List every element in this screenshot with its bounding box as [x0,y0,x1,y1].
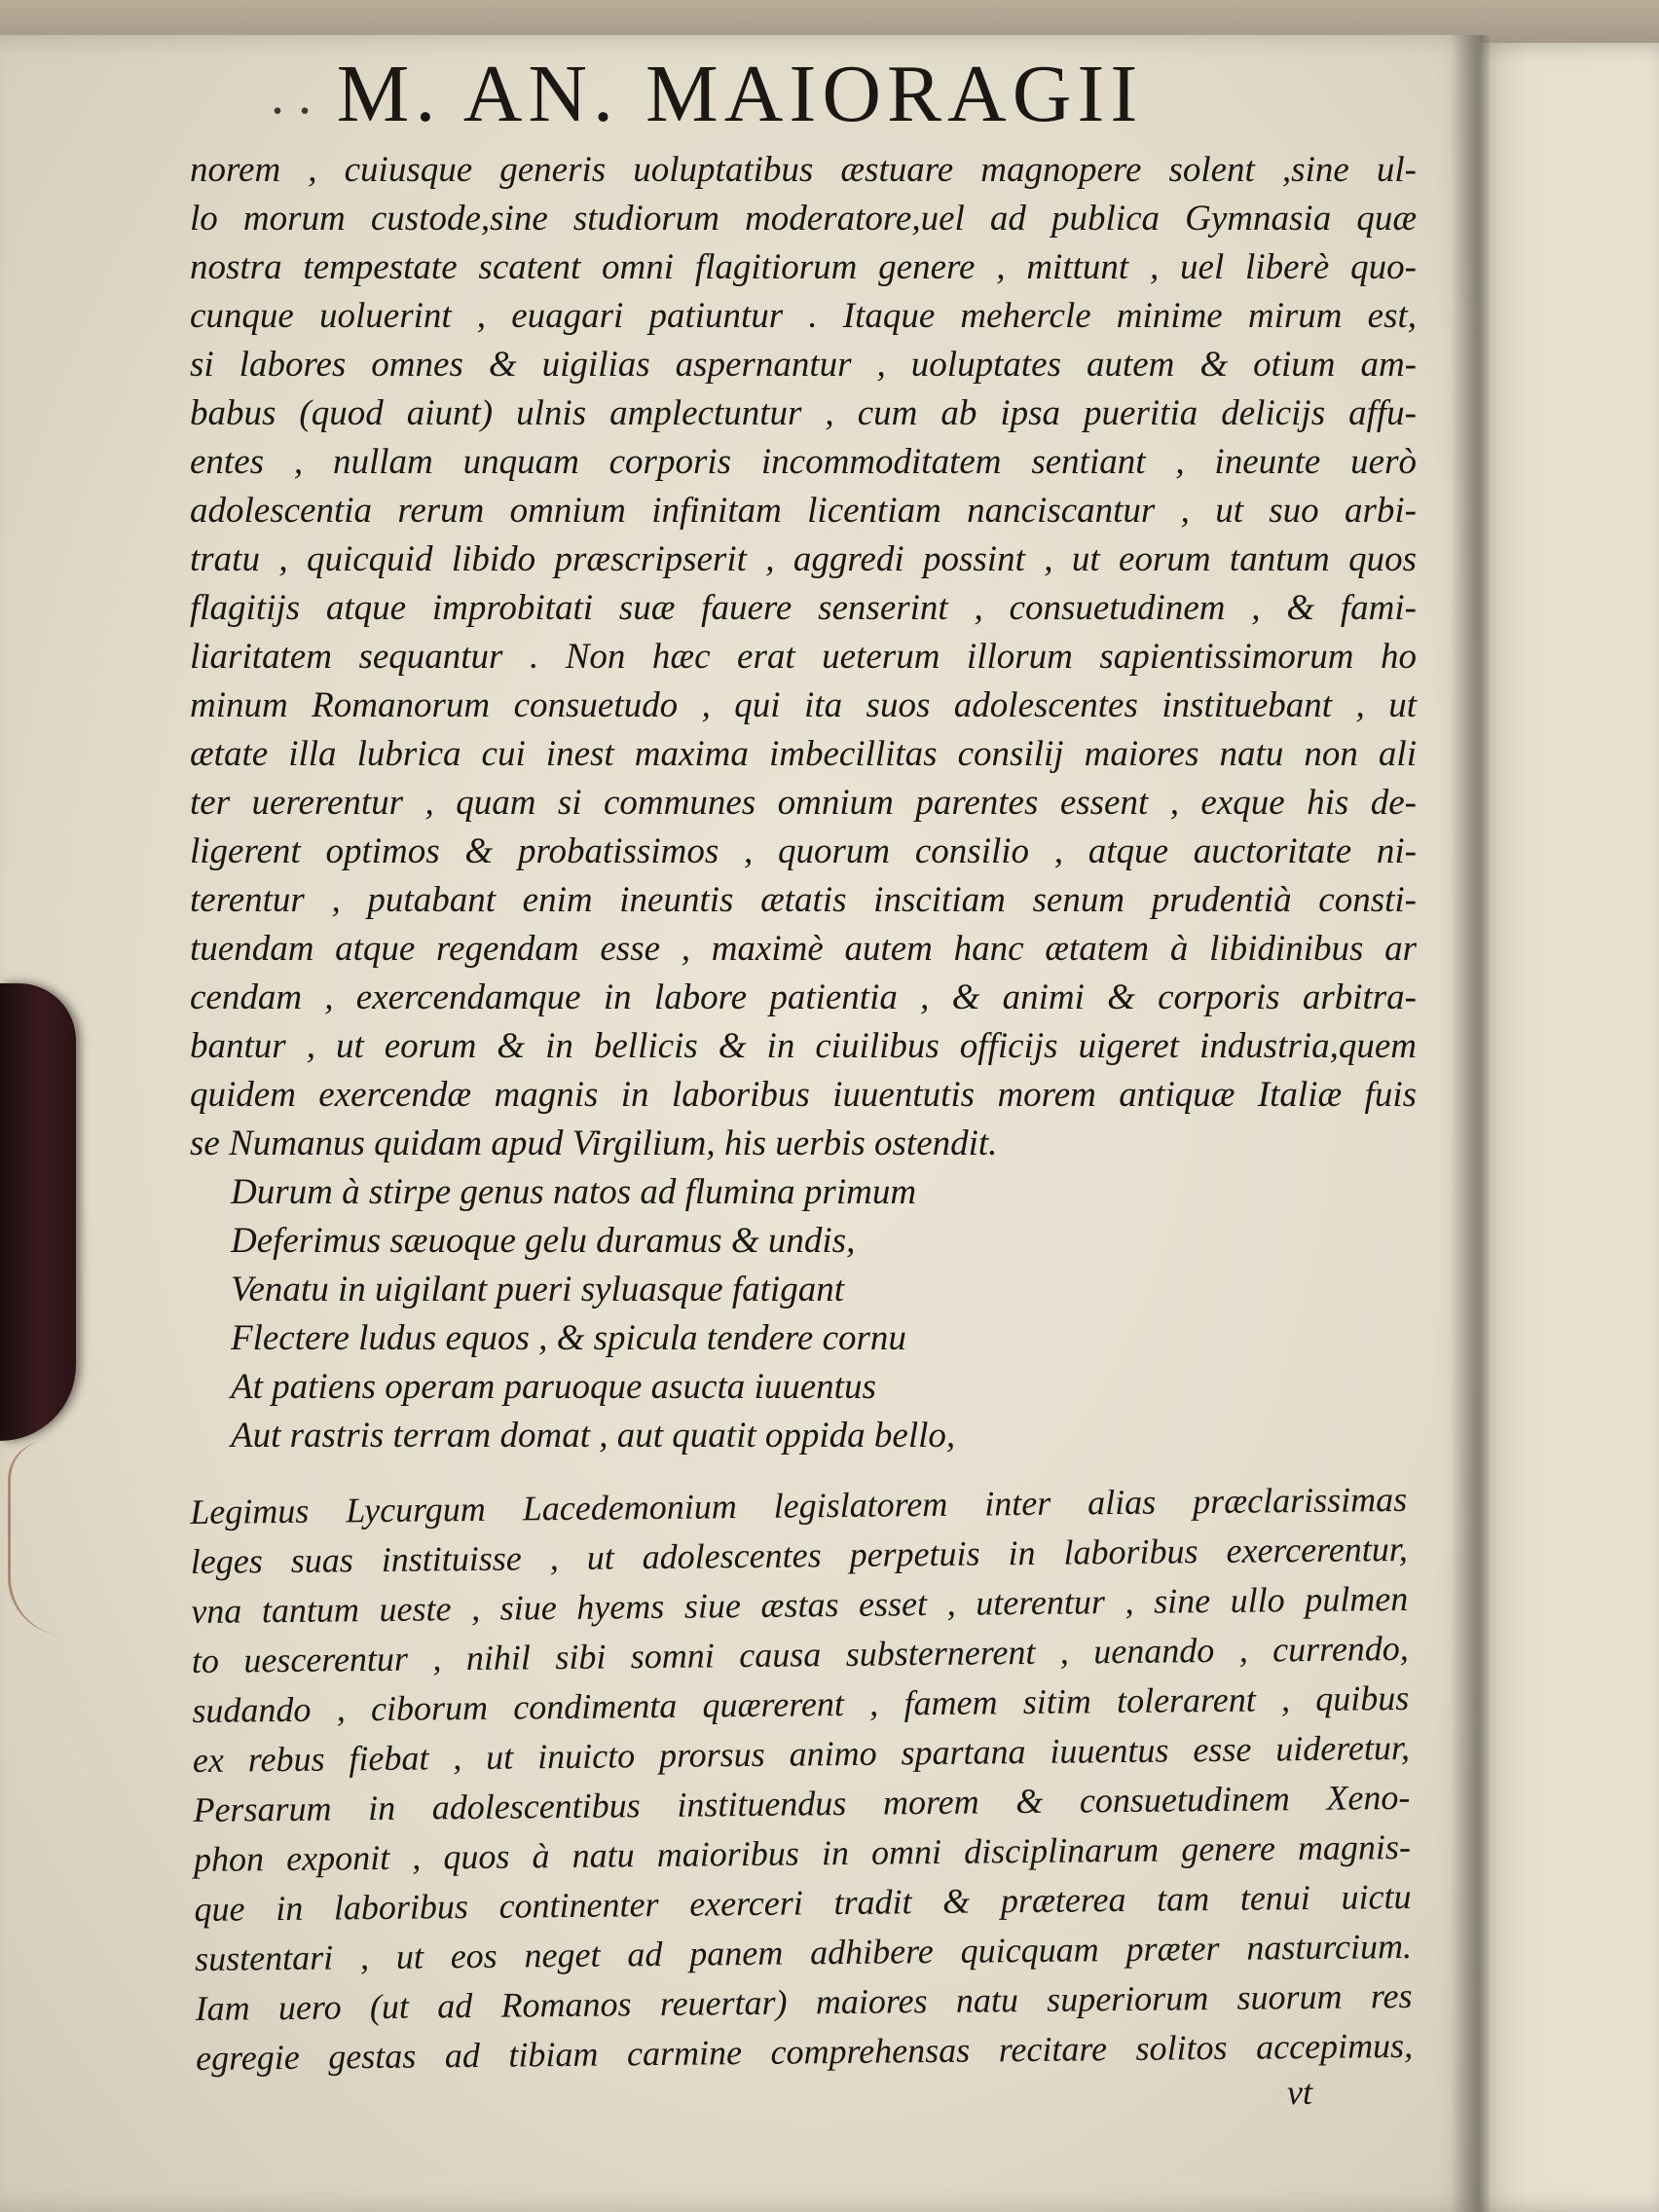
text-line: phon exponit , quos à natu maioribus in omni disciplinarum genere magnis- [193,1826,1412,1879]
text-line: terentur , putabant enim ineuntis ætatis inscitiam senum prudentià consti- [190,880,1417,920]
page-stain [8,1441,79,1636]
text-line: norem , cuiusque generis uoluptatibus æstuare magnopere solent ,sine ul- [190,150,1417,190]
verse-line: Deferimus sæuoque gelu duramus & undis, [231,1221,856,1261]
text-line: cunque uoluerint , euagari patiuntur . Itaque mehercle minime mirum est, [190,296,1417,336]
catchword: vt [1287,2073,1312,2112]
text-line: Persarum in adolescentibus instituendus morem & consuetudinem Xeno- [193,1777,1411,1829]
facing-page [1472,43,1659,2212]
text-line: se Numanus quidam apud Virgilium, his uerbis ostendit. [190,1124,998,1163]
text-line: Legimus Lycurgum Lacedemonium legislatorem inter alias præclarissimas [190,1479,1408,1531]
text-line: egregie gestas ad tibiam carmine comprehensas recitare solitos accepimus, [195,2025,1414,2078]
text-line: babus (quod aiunt) ulnis amplectuntur , cum ab ipsa pueritia delicijs affu- [190,393,1417,433]
text-line: leges suas instituisse , ut adolescentes perpetuis in laboribus exercerentur, [190,1529,1408,1581]
text-line: flagitijs atque improbitati suæ fauere senserint , consuetudinem , & fami- [190,588,1417,628]
text-line: adolescentia rerum omnium infinitam licentiam nanciscantur , ut suo arbi- [190,491,1417,531]
text-line: lo morum custode,sine studiorum moderatore,uel ad publica Gymnasia quæ [190,199,1417,239]
text-block-upper [190,146,1417,1460]
verse-line: Flectere ludus equos , & spicula tendere cornu [231,1318,906,1358]
text-line: sudando , ciborum condimenta quærerent , famem sitim tolerarent , quibus [192,1677,1410,1730]
text-line: minum Romanorum consuetudo , qui ita suos adolescentes instituebant , ut [190,685,1417,725]
verse-line: Venatu in uigilant pueri syluasque fatigant [231,1270,844,1309]
text-line: vna tantum ueste , siue hyems siue æstas esset , uterentur , sine ullo pulmen [191,1578,1409,1631]
text-line: nostra tempestate scatent omni flagitiorum genere , mittunt , uel liberè quo- [190,247,1417,287]
text-line: ætate illa lubrica cui inest maxima imbecillitas consilij maiores natu non ali [190,734,1417,774]
text-line: bantur , ut eorum & in bellicis & in ciuilibus officijs uigeret industria,quem [190,1026,1417,1066]
text-line: Iam uero (ut ad Romanos reuertar) maiores natu superiorum suorum res [195,1975,1413,2028]
text-line: cendam , exercendamque in labore patientia , & animi & corporis arbitra- [190,977,1417,1017]
verse-line: Aut rastris terram domat , aut quatit oppida bello, [231,1416,956,1456]
text-line: liaritatem sequantur . Non hæc erat ueterum illorum sapientissimorum ho [190,637,1417,677]
text-line: to uescerentur , nihil sibi somni causa substernerent , uenando , currendo, [191,1628,1410,1680]
text-line: tratu , quicquid libido præscripserit , aggredi possint , ut eorum tantum quos [190,539,1417,579]
text-line: ligerent optimos & probatissimos , quorum consilio , atque auctoritate ni- [190,831,1417,871]
text-block-lower [190,1475,1413,2083]
text-line: tuendam atque regendam esse , maximè autem hanc ætatem à libidinibus ar [190,929,1417,969]
text-line: ter uererentur , quam si communes omnium parentes essent , exque his de- [190,783,1417,823]
running-header: M. AN. MAIORAGII [336,49,1144,139]
text-line: sustentari , ut eos neget ad panem adhibere quicquam præter nasturcium. [194,1926,1413,1978]
text-line: entes , nullam unquam corporis incommoditatem sentiant , ineunte uerò [190,442,1417,482]
book-gutter [1451,35,1490,2212]
header-ornament: . . [271,65,312,126]
verse-line: Durum à stirpe genus natos ad flumina primum [231,1172,917,1212]
text-line: quidem exercendæ magnis in laboribus iuuentutis morem antiquæ Italiæ fuis [190,1075,1417,1115]
text-line: si labores omnes & uigilias aspernantur , uoluptates autem & otium am- [190,345,1417,385]
fabric-edge [0,983,76,1441]
text-line: ex rebus fiebat , ut inuicto prorsus animo spartana iuuentus esse uideretur, [192,1727,1411,1780]
text-line: que in laboribus continenter exerceri tradit & præterea tam tenui uictu [194,1876,1412,1929]
verse-line: At patiens operam paruoque asuctа iuuentus [231,1367,876,1407]
